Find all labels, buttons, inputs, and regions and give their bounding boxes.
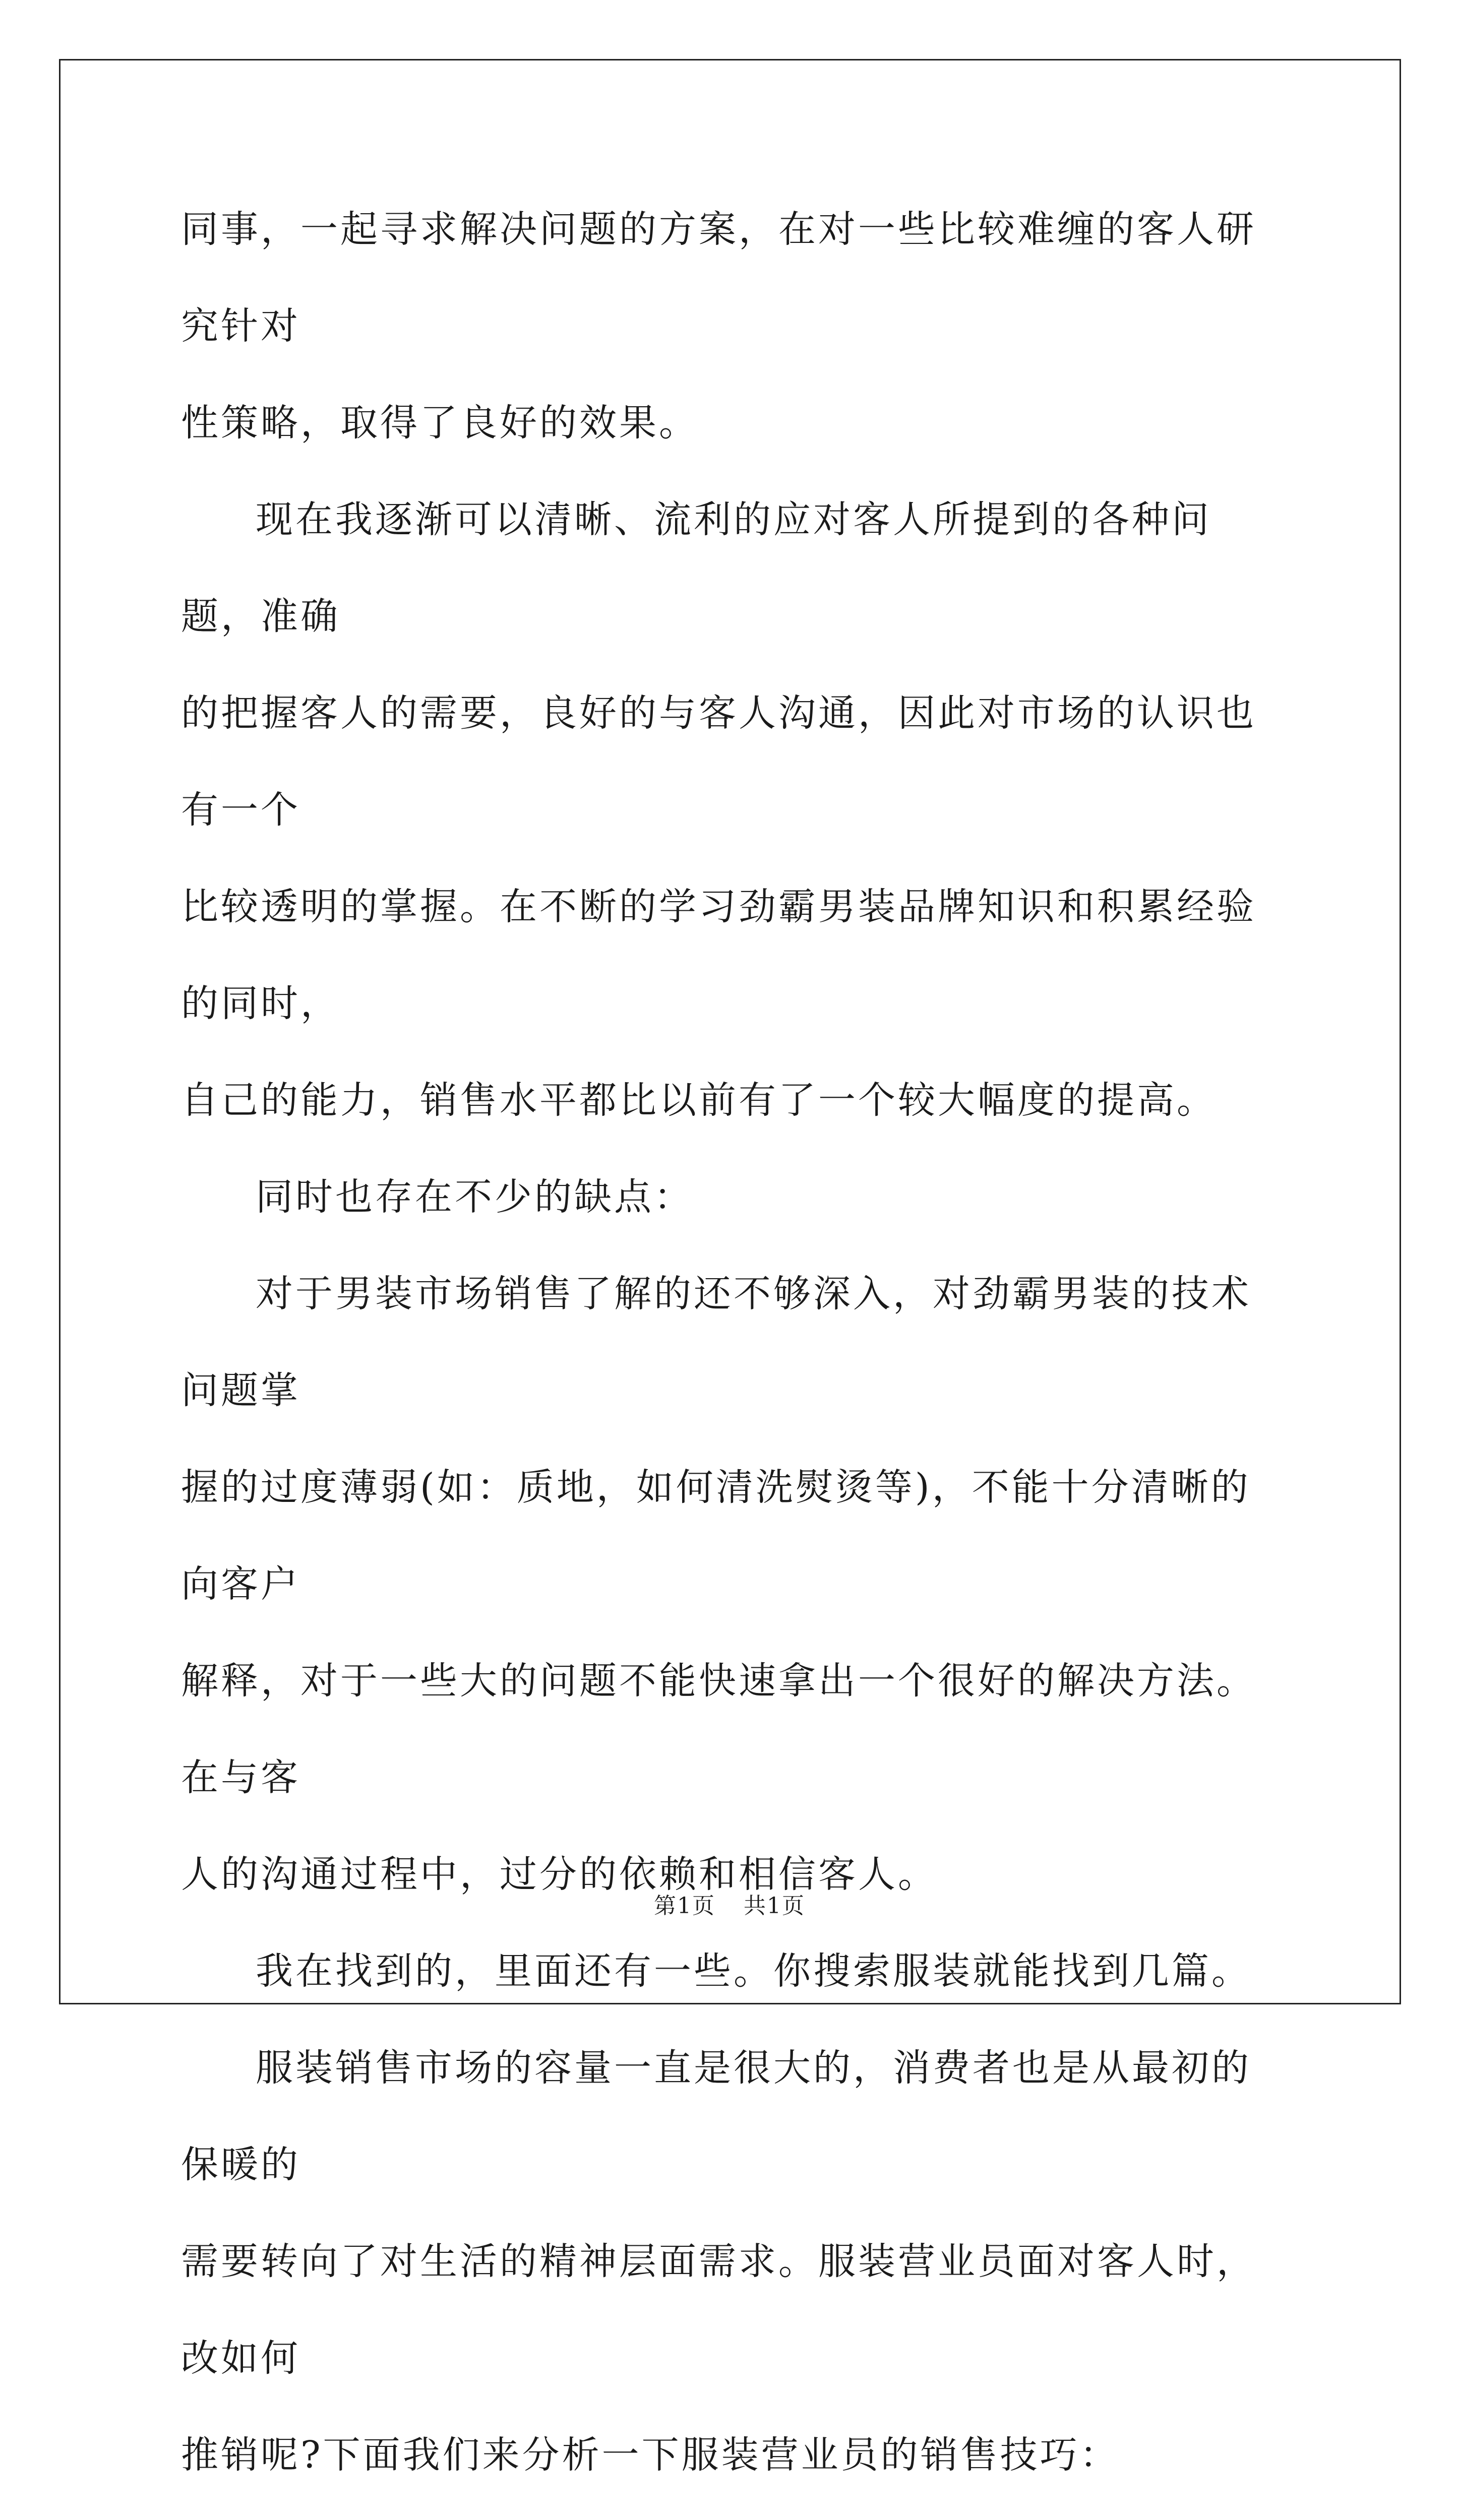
page-number: 第1页 bbox=[654, 1893, 715, 1919]
page-total: 共1页 bbox=[744, 1893, 805, 1919]
paragraph-5: 我在找到的，里面还有一些。你搜索服装就能找到几篇。 bbox=[256, 1949, 1251, 1993]
paragraph-3: 同时也存在不少的缺点： bbox=[256, 1175, 694, 1219]
paragraph-4: 对于男装市场销售了解的还不够深入，对劲霸男装的技术问题掌 握的过度薄弱(如：质地，如何清洗熨烫等)，不能十分清晰的向客户 解释，对于一些大的问题不能快速拿出一个很好的解决方法。在与客 人的沟通过程中，过分的依赖和相信客人。 bbox=[181, 1272, 1256, 1896]
document-body bbox=[181, 181, 1290, 2520]
paragraph-6: 服装销售市场的容量一直是很大的，消费者也是从最初的保暖的 需要转向了对生活的精神层面需求。服装营业员面对客人时，改如何 推销呢?下面我们来分析一下服装营业员的销售技巧： bbox=[181, 2046, 1256, 2477]
paragraph-2: 现在我逐渐可以清晰、流利的应对客人所提到的各种问题，准确 的把握客人的需要，良好的与客人沟通，因此对市场的认识也有一个 比较透明的掌握。在不断的学习劲霸男装品牌知识和积累经验的同时， 自己的能力，销售水平都比以前有了一个较大幅度的提高。 bbox=[181, 498, 1256, 1122]
page-footer bbox=[0, 1891, 1459, 1921]
paragraph-1: 同事，一起寻求解决问题的方案，在对一些比较难缠的客人研究针对 性策略，取得了良好的效果。 bbox=[181, 208, 1256, 445]
paragraph-7 bbox=[181, 2503, 1290, 2520]
